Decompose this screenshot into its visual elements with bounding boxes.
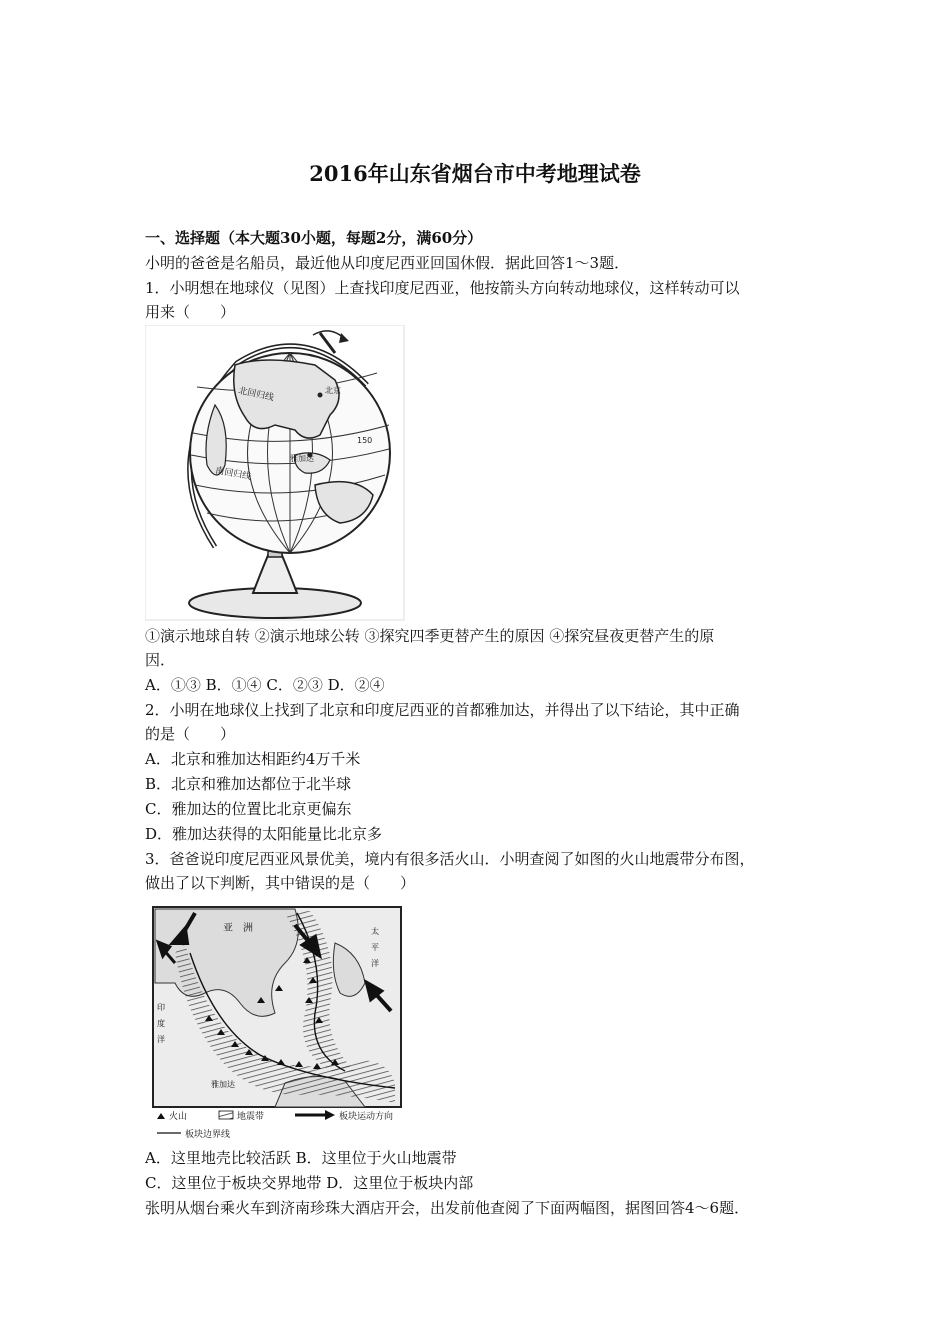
question-2-option-a: A．北京和雅加达相距约4万千米 — [145, 750, 361, 768]
question-2-option-c: C．雅加达的位置比北京更偏东 — [145, 800, 352, 818]
map-label-pacific: 太 平 洋 — [370, 927, 380, 967]
question-3-line2: 做出了以下判断，其中错误的是（ ） — [145, 874, 416, 892]
globe-figure — [145, 325, 407, 621]
legend-volcano: 火山 — [169, 1112, 188, 1122]
section-heading: 一、选择题（本大题30小题，每题2分，满60分） — [145, 229, 483, 247]
globe-label-tropic-cancer: 北回归线 — [237, 386, 275, 404]
intro-questions-4-6: 张明从烟台乘火车到济南珍珠大酒店开会，出发前他查阅了下面两幅图，据图回答4～6题． — [145, 1199, 750, 1217]
question-2-line2: 的是（ ） — [145, 725, 236, 743]
globe-label-tropic-capricorn: 南回归线 — [214, 466, 252, 483]
volcano-earthquake-map — [145, 903, 407, 1139]
globe-label-longitude: 150 — [357, 436, 373, 445]
map-label-jakarta: 雅加达 — [211, 1080, 235, 1089]
question-2-option-d: D．雅加达获得的太阳能量比北京多 — [145, 825, 383, 843]
map-label-asia: 亚 洲 — [223, 923, 253, 934]
question-1-statements-line1: ①演示地球自转 ②演示地球公转 ③探究四季更替产生的原因 ④探究昼夜更替产生的原 — [145, 627, 715, 645]
question-1-statements-line2: 因． — [145, 651, 176, 669]
question-3-options-cd: C．这里位于板块交界地带 D．这里位于板块内部 — [145, 1174, 474, 1192]
legend-plate-boundary: 板块边界线 — [185, 1130, 231, 1139]
globe-label-beijing: 北京 — [325, 386, 341, 395]
question-2-option-b: B．北京和雅加达都位于北半球 — [145, 775, 352, 793]
question-3-line1: 3．爸爸说印度尼西亚风景优美，境内有很多活火山．小明查阅了如图的火山地震带分布图， — [145, 850, 755, 868]
question-1-line1: 1．小明想在地球仪（见图）上查找印度尼西亚，他按箭头方向转动地球仪，这样转动可以 — [145, 279, 740, 297]
question-3-options-ab: A．这里地壳比较活跃 B．这里位于火山地震带 — [145, 1149, 457, 1167]
question-1-options: A．①③ B．①④ C．②③ D．②④ — [145, 676, 385, 694]
legend-plate-motion: 板块运动方向 — [339, 1112, 394, 1122]
question-1-line2: 用来（ ） — [145, 303, 236, 321]
question-2-line1: 2．小明在地球仪上找到了北京和印度尼西亚的首都雅加达，并得出了以下结论，其中正确 — [145, 701, 740, 719]
map-label-indian-ocean: 印 度 洋 — [156, 1003, 166, 1043]
page-title: 2016年山东省烟台市中考地理试卷 — [309, 161, 641, 186]
globe-label-jakarta: 雅加达 — [290, 454, 314, 463]
legend-earthquake-belt: 地震带 — [237, 1112, 265, 1122]
intro-text: 小明的爸爸是名船员，最近他从印度尼西亚回国休假．据此回答1～3题． — [145, 254, 630, 272]
